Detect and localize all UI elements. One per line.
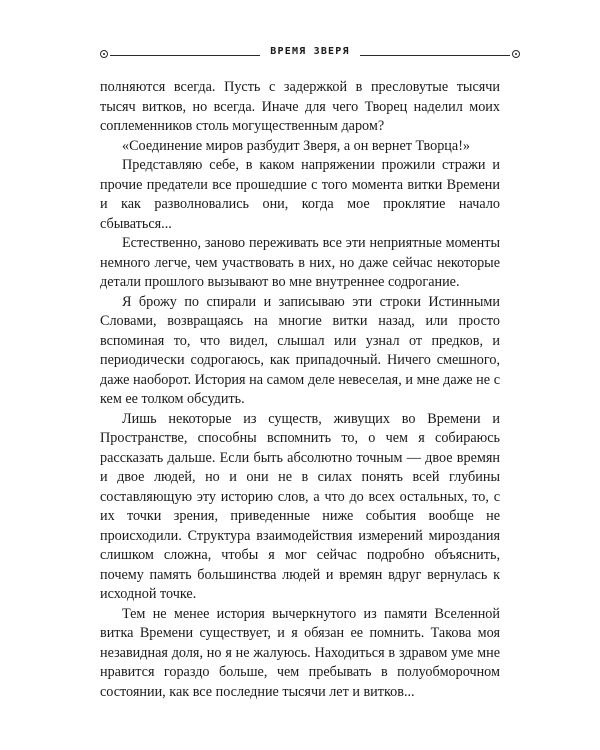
body-text <box>100 78 500 702</box>
paragraph-quote: «Соединение миров разбудит Зверя, а он вернет Творца!» <box>122 137 471 154</box>
paragraph: Тем не менее история вычеркнутого из памяти Вселенной витка Времени существует, и я обязан ее помнить. Такова моя незавидная доля, но я не жалуюсь. Находиться в здравом уме мне нравится гораздо больше, чем пребывать в полуобморочном состоянии, как все последние тысячи лет и витков... <box>100 605 500 700</box>
ornament-dot-right-icon <box>512 50 520 58</box>
paragraph-continued: полняются всегда. Пусть с задержкой в пресловутые тысячи тысяч витков, но всегда. Иначе для чего Творец наделил моих соплеменников столь могущественным даром? <box>100 79 500 134</box>
header-rule-right <box>360 55 510 56</box>
paragraph: Лишь некоторые из существ, живущих во Времени и Пространстве, способны вспомнить то, о чем я собираюсь рассказать дальше. Если быть абсолютно точным — двое времян и двое людей, но и они не в силах понять всей глубины составляющую эту историю слов, а что до всех остальных, то, с их точки зрения, приведенные ниже события вообще не происходили. Структура взаимодействия измерений мироздания слишком сложна, чтобы я мог сейчас подробно объяснить, почему память большинства людей и времян вдруг вернулась к исходной точке. <box>100 410 500 602</box>
running-title: ВРЕМЯ ЗВЕРЯ <box>270 46 350 57</box>
paragraph: Естественно, заново переживать все эти неприятные моменты немного легче, чем участвовать в них, но даже сейчас некоторые детали прошлого вызывают во мне внутреннее содрогание. <box>100 235 500 290</box>
paragraph: Я брожу по спирали и записываю эти строки Истинными Словами, возвращаясь на многие витки назад, или просто вспоминая то, что видел, слышал или узнал от предков, и периодически содрогаюсь, как припадочный. Ничего смешного, даже наоборот. История на самом деле невеселая, и мне даже не с кем ее толком обсудить. <box>100 293 500 407</box>
running-header <box>100 42 520 62</box>
paragraph: Представляю себе, в каком напряжении прожили стражи и прочие предатели все прошедшие с того момента витки Времени и как разволновались они, когда мое проклятие начало сбываться... <box>100 157 500 232</box>
